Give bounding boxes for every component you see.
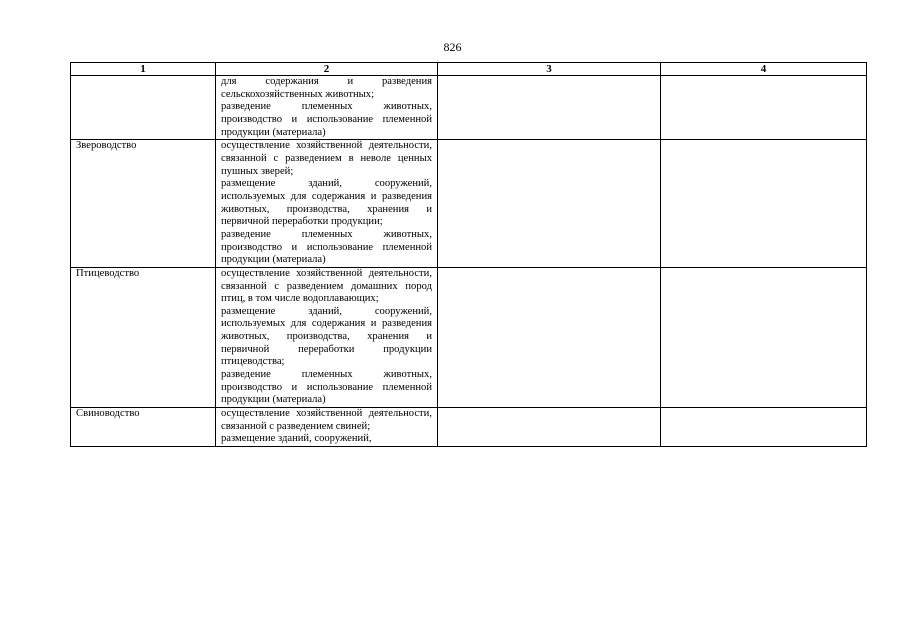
table-row bbox=[71, 267, 867, 407]
empty-cell-col3 bbox=[438, 76, 661, 140]
header-row bbox=[71, 63, 867, 76]
empty-cell-col3 bbox=[438, 140, 661, 268]
description-paragraph: разведение племенных животных, производство и использование племенной продукции (материала) bbox=[221, 101, 432, 138]
description-paragraph: разведение племенных животных, производство и использование племенной продукции (материала) bbox=[221, 228, 432, 266]
land-use-table bbox=[70, 62, 867, 447]
empty-cell-col4 bbox=[661, 140, 867, 268]
description-paragraph: осуществление хозяйственной деятельности, связанной с разведением свиней; bbox=[221, 408, 432, 432]
empty-cell-col4 bbox=[661, 76, 867, 140]
row-name-cell: Звероводство bbox=[71, 140, 216, 268]
page-number: 826 bbox=[443, 40, 462, 54]
empty-cell-col4 bbox=[661, 408, 867, 447]
empty-cell-col3 bbox=[438, 267, 661, 407]
table-row bbox=[71, 76, 867, 140]
description-cell bbox=[216, 267, 438, 407]
description-paragraph: размещение зданий, сооружений, используемых для содержания и разведения животных, производства, хранения и первичной переработки продукции; bbox=[221, 178, 432, 228]
empty-cell-col3 bbox=[438, 408, 661, 447]
description-cell bbox=[216, 76, 438, 140]
column-header-3: 3 bbox=[438, 63, 661, 76]
description-paragraph: осуществление хозяйственной деятельности, связанной с разведением в неволе ценных пушных зверей; bbox=[221, 140, 432, 177]
row-name-cell: Свиноводство bbox=[71, 408, 216, 447]
row-name-cell: Птицеводство bbox=[71, 267, 216, 407]
table-row bbox=[71, 408, 867, 447]
description-cell bbox=[216, 140, 438, 268]
description-paragraph: осуществление хозяйственной деятельности, связанной с разведением домашних пород птиц, в том числе водоплавающих; bbox=[221, 267, 432, 305]
column-header-2: 2 bbox=[216, 63, 438, 76]
description-paragraph: размещение зданий, сооружений, используемых для содержания и разведения животных, производства, хранения и первичной переработки продукции птицеводства; bbox=[221, 305, 432, 368]
row-name-cell bbox=[71, 76, 216, 140]
empty-cell-col4 bbox=[661, 267, 867, 407]
column-header-4: 4 bbox=[661, 63, 867, 76]
table-row bbox=[71, 140, 867, 268]
column-header-1: 1 bbox=[71, 63, 216, 76]
description-paragraph: разведение племенных животных, производство и использование племенной продукции (материала) bbox=[221, 369, 432, 406]
description-paragraph: для содержания и разведения сельскохозяйственных животных; bbox=[221, 76, 432, 100]
description-cell bbox=[216, 408, 438, 447]
description-paragraph: размещение зданий, сооружений, bbox=[221, 433, 372, 445]
